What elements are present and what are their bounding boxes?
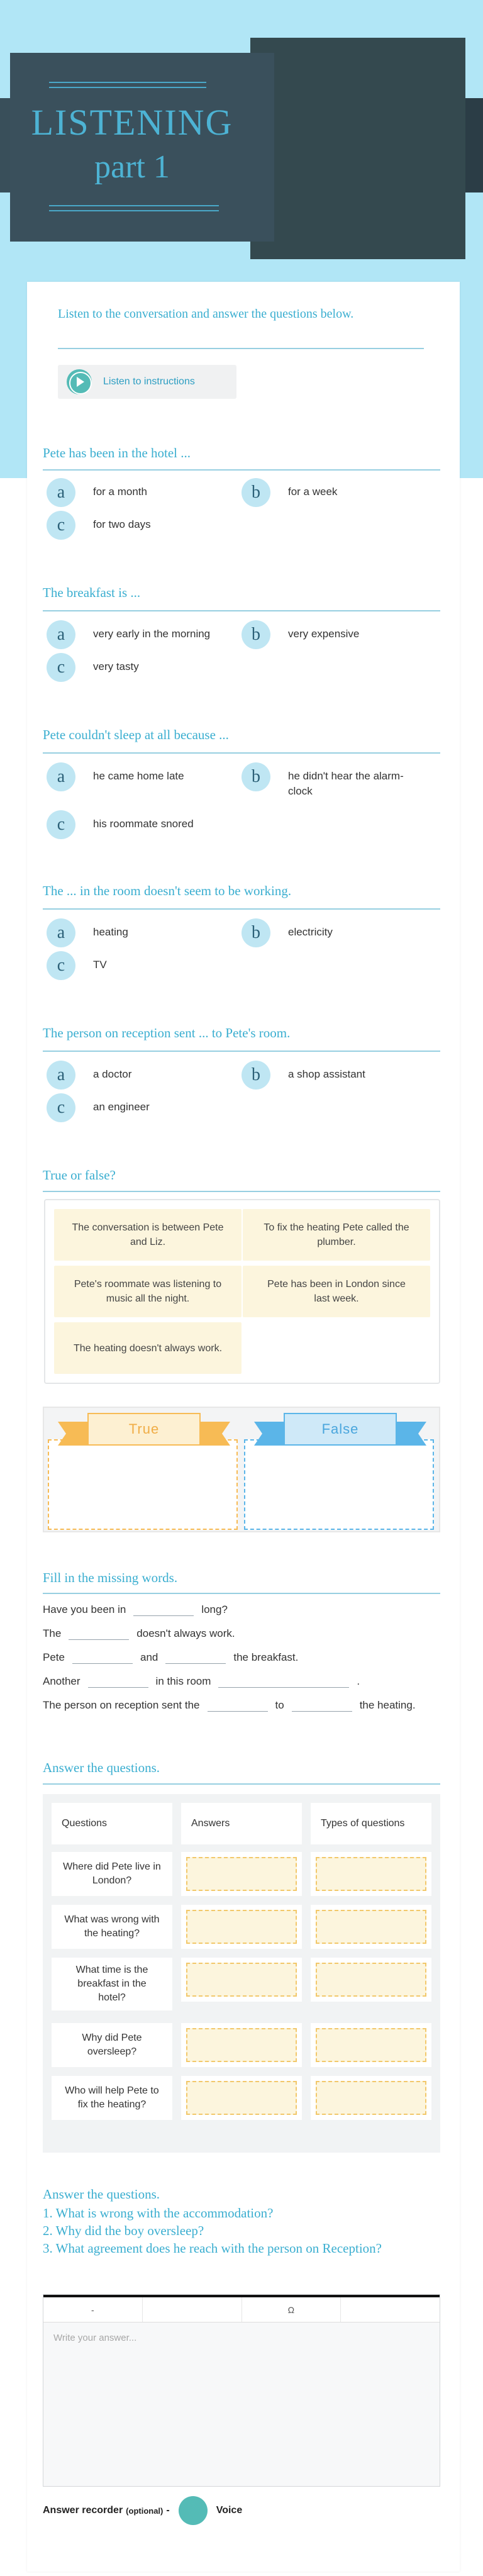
answer-editor <box>43 2294 440 2487</box>
intro-text: Listen to the conversation and answer the questions below. <box>58 307 354 321</box>
answer-recorder <box>43 2494 242 2528</box>
editor-toolbar <box>43 2295 440 2322</box>
question-title: The breakfast is ... <box>43 585 141 600</box>
option-letter: a <box>47 918 75 947</box>
option-text: a shop assistant <box>288 1068 365 1080</box>
column-header: Questions <box>52 1803 172 1844</box>
option-letter: c <box>47 810 75 839</box>
divider <box>43 610 440 611</box>
statement-pool <box>44 1199 440 1384</box>
divider <box>43 1783 440 1785</box>
fill-sentence <box>43 1625 235 1642</box>
answer-textarea[interactable]: Write your answer... <box>43 2322 440 2486</box>
type-drop-zone[interactable] <box>311 2076 431 2120</box>
option-c[interactable] <box>47 951 231 980</box>
option-b[interactable] <box>242 918 426 947</box>
recorder-label: Answer recorder <box>43 2505 123 2516</box>
option-text: very expensive <box>288 628 360 640</box>
type-drop-zone[interactable] <box>311 1852 431 1896</box>
answer-drop-zone[interactable] <box>181 1905 302 1949</box>
option-a[interactable] <box>47 918 231 947</box>
option-c[interactable] <box>47 653 231 682</box>
section-title: True or false? <box>43 1168 116 1183</box>
fill-sentence <box>43 1673 360 1690</box>
blank-input[interactable] <box>218 1675 349 1688</box>
question-item: 3. What agreement does he reach with the person on Reception? <box>43 2241 382 2256</box>
question-item: 1. What is wrong with the accommodation? <box>43 2205 274 2221</box>
statement-card[interactable]: To fix the heating Pete called the plumber. <box>243 1209 430 1261</box>
true-ribbon <box>78 1413 210 1446</box>
option-letter: c <box>47 653 75 682</box>
sentence-text: Have you been in <box>43 1603 126 1615</box>
option-text: very tasty <box>93 661 139 672</box>
option-b[interactable] <box>242 762 426 799</box>
option-text: an engineer <box>93 1101 150 1113</box>
question-title: The ... in the room doesn't seem to be working. <box>43 883 292 898</box>
hero-lines-top <box>49 82 206 92</box>
hero-banner <box>0 35 483 262</box>
false-ribbon <box>274 1413 406 1446</box>
blank-input[interactable] <box>208 1699 268 1712</box>
option-text: for a month <box>93 486 147 498</box>
true-label: True <box>87 1413 201 1446</box>
option-c[interactable] <box>47 511 231 540</box>
option-c[interactable] <box>47 1093 231 1122</box>
option-text: TV <box>93 959 107 971</box>
option-letter: c <box>47 511 75 540</box>
option-text: electricity <box>288 926 333 938</box>
ribbon-tail <box>199 1422 230 1446</box>
sentence-text: The <box>43 1627 62 1639</box>
option-text: his roommate snored <box>93 818 194 830</box>
divider <box>43 908 440 910</box>
sentence-text: in this room <box>155 1675 211 1687</box>
question-title: Pete couldn't sleep at all because ... <box>43 727 229 742</box>
divider <box>43 469 440 471</box>
option-text: a doctor <box>93 1068 132 1080</box>
option-text: for a week <box>288 486 338 498</box>
sentence-text: long? <box>201 1603 228 1615</box>
option-letter: a <box>47 1061 75 1090</box>
sorting-area <box>43 1407 440 1532</box>
question-cell: Why did Pete oversleep? <box>52 2023 172 2067</box>
option-letter: a <box>47 762 75 791</box>
option-text: very early in the morning <box>93 628 211 640</box>
statement-card[interactable]: The heating doesn't always work. <box>54 1322 242 1374</box>
blank-input[interactable] <box>133 1603 194 1616</box>
answer-drop-zone[interactable] <box>181 1852 302 1896</box>
option-a[interactable] <box>47 762 231 791</box>
ribbon-tail <box>254 1422 286 1446</box>
type-drop-zone[interactable] <box>311 1905 431 1949</box>
toolbar-omega-button[interactable]: Ω <box>242 2297 341 2322</box>
option-b[interactable] <box>242 478 426 507</box>
option-text: for two days <box>93 518 151 530</box>
blank-input[interactable] <box>292 1699 352 1712</box>
record-voice-icon[interactable] <box>179 2496 208 2525</box>
fill-sentence <box>43 1697 416 1714</box>
page-title: LISTENING <box>31 102 233 143</box>
column-header: Types of questions <box>311 1803 431 1844</box>
option-letter: c <box>47 1093 75 1122</box>
sentence-text: the heating. <box>359 1699 416 1711</box>
option-letter: b <box>242 478 270 507</box>
question-item: 2. Why did the boy oversleep? <box>43 2223 204 2238</box>
blank-input[interactable] <box>165 1651 226 1664</box>
option-a[interactable] <box>47 1061 231 1090</box>
sentence-text: to <box>275 1699 284 1711</box>
sentence-text: The person on reception sent the <box>43 1699 200 1711</box>
option-a[interactable] <box>47 478 231 507</box>
true-bucket[interactable] <box>48 1439 238 1530</box>
question-title: Pete has been in the hotel ... <box>43 445 191 460</box>
toolbar-button[interactable] <box>341 2297 440 2322</box>
sentence-text: and <box>140 1651 158 1663</box>
question-cell: What was wrong with the heating? <box>52 1905 172 1949</box>
sentence-text: the breakfast. <box>233 1651 299 1663</box>
column-header: Answers <box>181 1803 302 1844</box>
ribbon-tail <box>58 1422 89 1446</box>
voice-label: Voice <box>216 2505 243 2516</box>
listen-instructions-button[interactable] <box>58 365 236 399</box>
option-letter: a <box>47 478 75 507</box>
question-type-table <box>43 1794 440 2153</box>
option-text: he didn't hear the alarm-clock <box>288 770 404 797</box>
option-letter: c <box>47 951 75 980</box>
play-icon <box>67 369 92 394</box>
blank-input[interactable] <box>88 1675 148 1688</box>
hero-lines-bottom <box>49 205 219 215</box>
false-label: False <box>284 1413 397 1446</box>
option-text: heating <box>93 926 128 938</box>
divider <box>43 1593 440 1594</box>
fill-sentence <box>43 1602 228 1618</box>
hero-back-box <box>250 38 465 259</box>
option-letter: a <box>47 620 75 649</box>
section-title: Answer the questions. <box>43 2187 160 2202</box>
question-list <box>43 2204 433 2257</box>
option-c[interactable] <box>47 810 231 839</box>
recorder-optional: (optional) <box>126 2506 164 2516</box>
option-text: he came home late <box>93 770 184 782</box>
ribbon-tail <box>395 1422 426 1446</box>
sentence-text: doesn't always work. <box>136 1627 235 1639</box>
sentence-text: Pete <box>43 1651 65 1663</box>
blank-input[interactable] <box>69 1627 129 1640</box>
statement-card[interactable]: Pete has been in London since last week. <box>243 1266 430 1317</box>
type-drop-zone[interactable] <box>311 1958 431 2002</box>
option-b[interactable] <box>242 620 426 649</box>
question-cell: Who will help Pete to fix the heating? <box>52 2076 172 2120</box>
option-letter: b <box>242 918 270 947</box>
answer-drop-zone[interactable] <box>181 1958 302 2002</box>
divider <box>43 1051 440 1052</box>
section-title: Answer the questions. <box>43 1760 160 1775</box>
divider <box>43 1191 440 1192</box>
answer-drop-zone[interactable] <box>181 2023 302 2067</box>
option-b[interactable] <box>242 1061 426 1090</box>
sentence-text: Another <box>43 1675 80 1687</box>
question-cell: Where did Pete live in London? <box>52 1852 172 1896</box>
sentence-text: . <box>357 1675 360 1687</box>
answer-drop-zone[interactable] <box>181 2076 302 2120</box>
divider <box>43 752 440 754</box>
section-title: Fill in the missing words. <box>43 1570 178 1585</box>
page-subtitle: part 1 <box>94 149 170 185</box>
option-letter: b <box>242 762 270 791</box>
option-letter: b <box>242 1061 270 1090</box>
statement-card[interactable]: Pete's roommate was listening to music all the night. <box>54 1266 242 1317</box>
question-cell: What time is the breakfast in the hotel? <box>52 1958 172 2010</box>
type-drop-zone[interactable] <box>311 2023 431 2067</box>
false-bucket[interactable] <box>244 1439 434 1530</box>
recorder-dash: - <box>166 2505 170 2516</box>
option-a[interactable] <box>47 620 231 649</box>
blank-input[interactable] <box>72 1651 133 1664</box>
statement-card[interactable]: The conversation is between Pete and Liz. <box>54 1209 242 1261</box>
fill-sentence <box>43 1649 298 1666</box>
option-letter: b <box>242 620 270 649</box>
question-title: The person on reception sent ... to Pete's room. <box>43 1025 291 1040</box>
toolbar-button[interactable] <box>143 2297 242 2322</box>
toolbar-dash-button[interactable]: - <box>43 2297 143 2322</box>
listen-instructions-label: Listen to instructions <box>103 376 195 387</box>
divider <box>58 348 424 349</box>
